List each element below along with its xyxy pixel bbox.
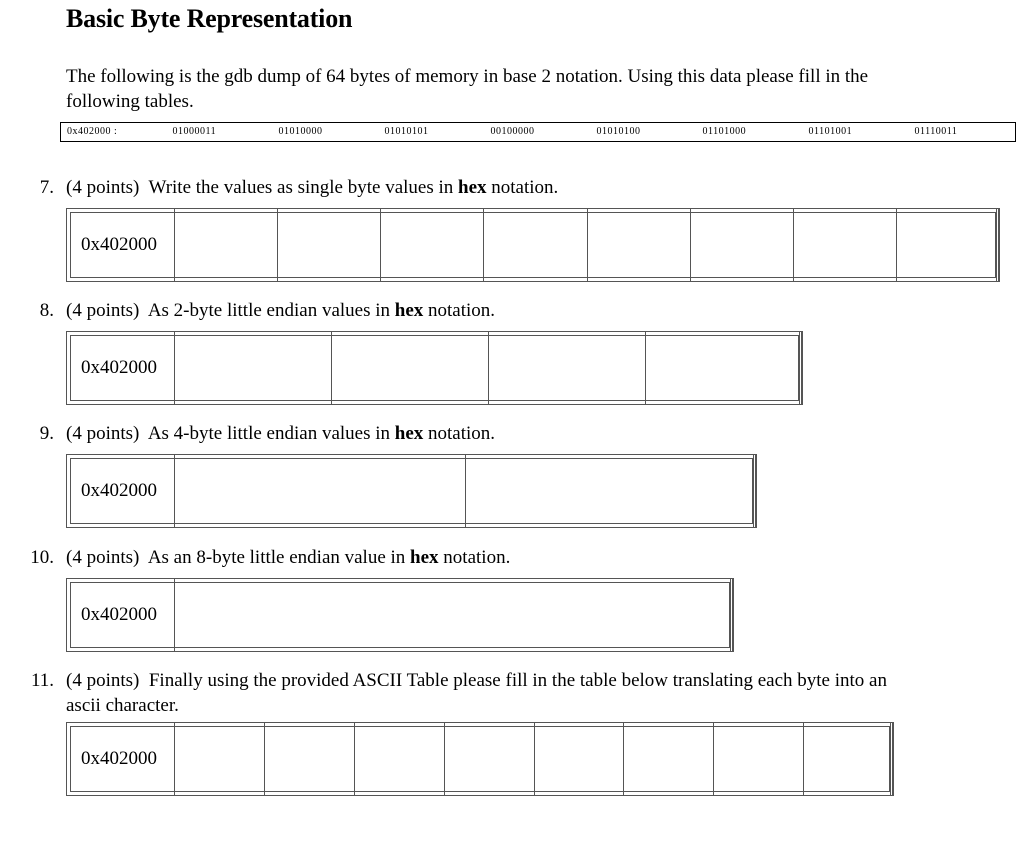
question-text <box>66 668 906 718</box>
answer-cell[interactable] <box>896 209 999 281</box>
answer-cell[interactable] <box>174 332 331 404</box>
answer-cell[interactable] <box>174 209 277 281</box>
question-text-after: notation. <box>438 547 511 568</box>
question-text <box>66 175 558 200</box>
answer-cell[interactable] <box>645 332 802 404</box>
answer-cell[interactable] <box>277 209 380 281</box>
answer-address: 0x402000 <box>81 234 157 255</box>
answer-cell[interactable] <box>483 209 586 281</box>
answer-table-q11 <box>66 722 894 796</box>
answer-cell[interactable] <box>803 723 893 795</box>
answer-cell[interactable] <box>331 332 488 404</box>
intro-paragraph: The following is the gdb dump of 64 bytes of memory in base 2 notation. Using this data please fill in the following tables. <box>66 66 869 112</box>
dump-byte: 00100000 <box>490 126 535 137</box>
question-text-before: As 2-byte little endian values in <box>147 300 395 321</box>
answer-address: 0x402000 <box>81 480 157 501</box>
answer-table-q8 <box>66 331 803 405</box>
question-points: (4 points) <box>66 423 140 444</box>
answer-cell[interactable] <box>174 455 465 527</box>
dump-byte: 01010100 <box>596 126 641 137</box>
answer-cell[interactable] <box>488 332 645 404</box>
question-text-after: notation. <box>423 300 496 321</box>
dump-byte: 01010000 <box>278 126 323 137</box>
question-text-after: notation. <box>423 423 496 444</box>
answer-cell[interactable] <box>264 723 354 795</box>
question-text <box>66 421 495 446</box>
answer-cell[interactable] <box>793 209 896 281</box>
answer-address: 0x402000 <box>81 604 157 625</box>
dump-byte: 01101001 <box>808 126 853 137</box>
answer-cell[interactable] <box>587 209 690 281</box>
question-text-after: notation. <box>486 177 559 198</box>
answer-table-q7 <box>66 208 1000 282</box>
question-number: 7. <box>39 177 54 198</box>
answer-cell[interactable] <box>713 723 803 795</box>
question-bold: hex <box>410 547 439 568</box>
dump-byte: 01000011 <box>172 126 217 137</box>
question-number: 11. <box>30 670 54 691</box>
answer-cell[interactable] <box>174 723 264 795</box>
dump-byte: 01110011 <box>914 126 958 137</box>
answer-cell[interactable] <box>690 209 793 281</box>
dump-byte: 01101000 <box>702 126 747 137</box>
answer-cell[interactable] <box>444 723 534 795</box>
dump-byte: 01010101 <box>384 126 429 137</box>
question-text <box>66 545 510 570</box>
question-text-before: Finally using the provided ASCII Table please fill in the table below translating each byte into an ascii character. <box>66 670 887 716</box>
answer-cell[interactable] <box>623 723 713 795</box>
question-points: (4 points) <box>66 547 140 568</box>
answer-cell[interactable] <box>174 579 733 651</box>
question-bold: hex <box>458 177 487 198</box>
answer-address: 0x402000 <box>81 748 157 769</box>
question-bold: hex <box>394 423 424 444</box>
question-bold: hex <box>394 300 424 321</box>
question-number: 10. <box>30 547 54 568</box>
answer-address: 0x402000 <box>81 357 157 378</box>
page-title: Basic Byte Representation <box>66 4 353 33</box>
question-number: 8. <box>39 300 54 321</box>
answer-cell[interactable] <box>534 723 624 795</box>
question-text-before: As an 8-byte little endian value in <box>147 547 411 568</box>
answer-cell[interactable] <box>354 723 444 795</box>
question-points: (4 points) <box>66 670 140 691</box>
question-text-before: Write the values as single byte values in <box>148 177 459 198</box>
memory-dump-table <box>60 122 1016 142</box>
answer-table-q10 <box>66 578 734 652</box>
question-points: (4 points) <box>66 300 140 321</box>
question-points: (4 points) <box>66 177 140 198</box>
answer-cell[interactable] <box>380 209 483 281</box>
question-text-before: As 4-byte little endian values in <box>147 423 395 444</box>
question-text <box>66 298 495 323</box>
answer-cell[interactable] <box>465 455 756 527</box>
question-number: 9. <box>39 423 54 444</box>
answer-table-q9 <box>66 454 757 528</box>
dump-address: 0x402000 : <box>67 126 118 137</box>
